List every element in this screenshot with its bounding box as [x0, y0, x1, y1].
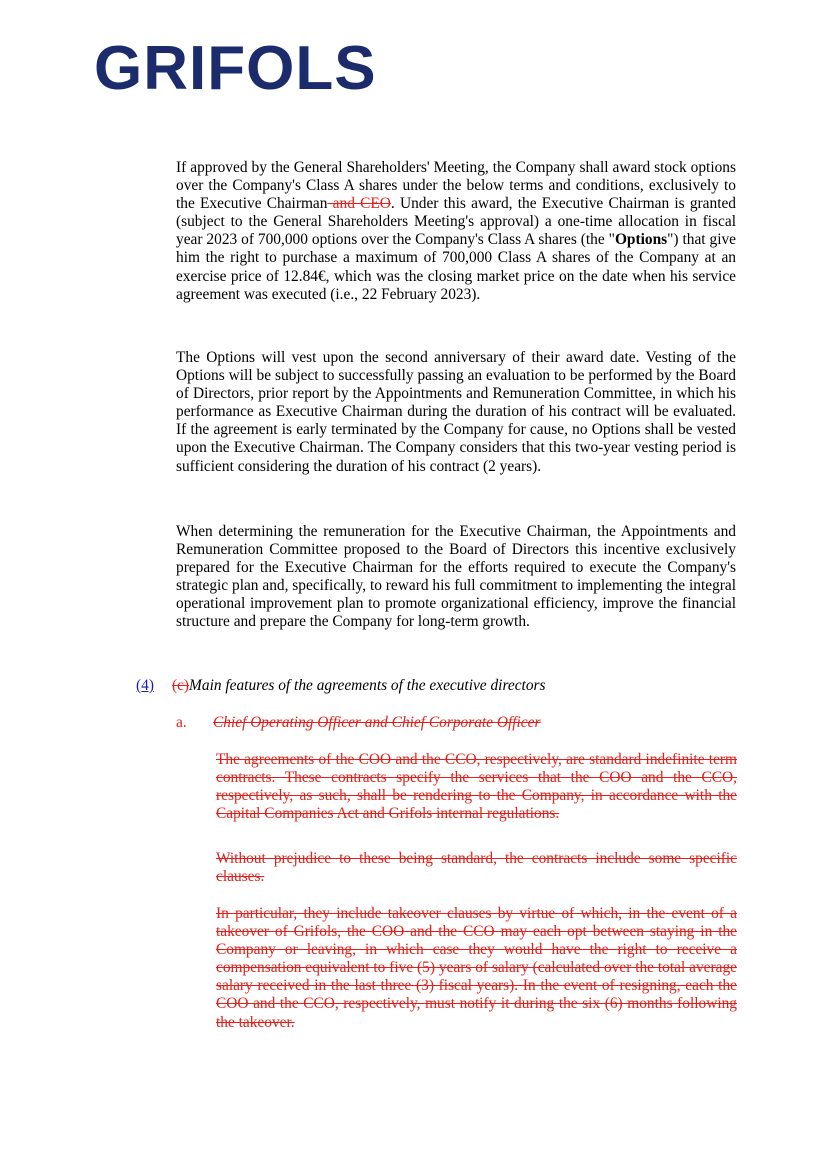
subsection-letter: a. — [176, 714, 187, 731]
paragraph-stock-options — [176, 159, 736, 304]
deleted-section-number: (c) — [171, 677, 190, 694]
deleted-paragraph-clauses: Without prejudice to these being standard, the contracts include some specific clauses. — [216, 850, 737, 886]
deleted-paragraph-takeover: In particular, they include takeover clauses by virtue of which, in the event of a takeover of Grifols, the COO and the CCO may each opt between staying in the Company or leaving, in which case they would have the right to receive a compensation equivalent to five (5) years of salary (calculated over the total average salary received in the last three (3) fiscal years). In the event of resigning, each the COO and the CCO, respectively, must notify it during the six (6) months following the takeover. — [216, 905, 737, 1031]
text-segment: If approved by the General Shareholders' Meeting, the Company shall award stock options over the Company's Class A shares under the below terms and conditions, exclusively to the Executive Chairman — [176, 159, 736, 213]
deleted-paragraph-agreements: The agreements of the COO and the CCO, respectively, are standard indefinite term contracts. These contracts specify the services that the COO and the CCO, respectively, as such, shall be rendering to the Company, in accordance with the Capital Companies Act and Grifols internal regulations. — [216, 751, 737, 823]
bold-term: Options — [614, 231, 668, 249]
subsection-heading-deleted — [176, 714, 736, 732]
section-heading — [136, 677, 736, 695]
deleted-text: and CEO — [327, 195, 391, 213]
text-segment: . Under this award, the Executive Chairman is granted (subject to the General Shareholders Meeting's approval) a one-time allocation in fiscal year 2023 of 700,000 options over the Company's Class A shares (the " — [176, 195, 736, 249]
text-segment: ") that give him the right to purchase a maximum of 700,000 Class A shares of the Company at an exercise price of 12.84€, which was the closing market price on the date when his service agreement was executed (i.e., 22 February 2023). — [176, 231, 736, 303]
subsection-title: Chief Operating Officer and Chief Corporate Officer — [213, 714, 541, 731]
paragraph-remuneration: When determining the remuneration for the Executive Chairman, the Appointments and Remuneration Committee proposed to the Board of Directors this incentive exclusively prepared for the Executive Chairman for the efforts required to execute the Company's strategic plan and, specifically, to reward his full commitment to implementing the integral operational improvement plan to promote organizational efficiency, improve the financial structure and prepare the Company for long-term growth. — [176, 523, 736, 631]
section-title: Main features of the agreements of the executive directors — [189, 677, 546, 694]
section-number-link[interactable]: (4) — [136, 677, 154, 694]
paragraph-vesting: The Options will vest upon the second anniversary of their award date. Vesting of the Options will be subject to successfully passing an evaluation to be performed by the Board of Directors, prior report by the Appointments and Remuneration Committee, in which his performance as Executive Chairman during the duration of his contract will be evaluated. If the agreement is early terminated by the Company for cause, no Options shall be vested upon the Executive Chairman. The Company considers that this two-year vesting period is sufficient considering the duration of his contract (2 years). — [176, 349, 736, 475]
grifols-logo: GRIFOLS — [94, 34, 377, 103]
